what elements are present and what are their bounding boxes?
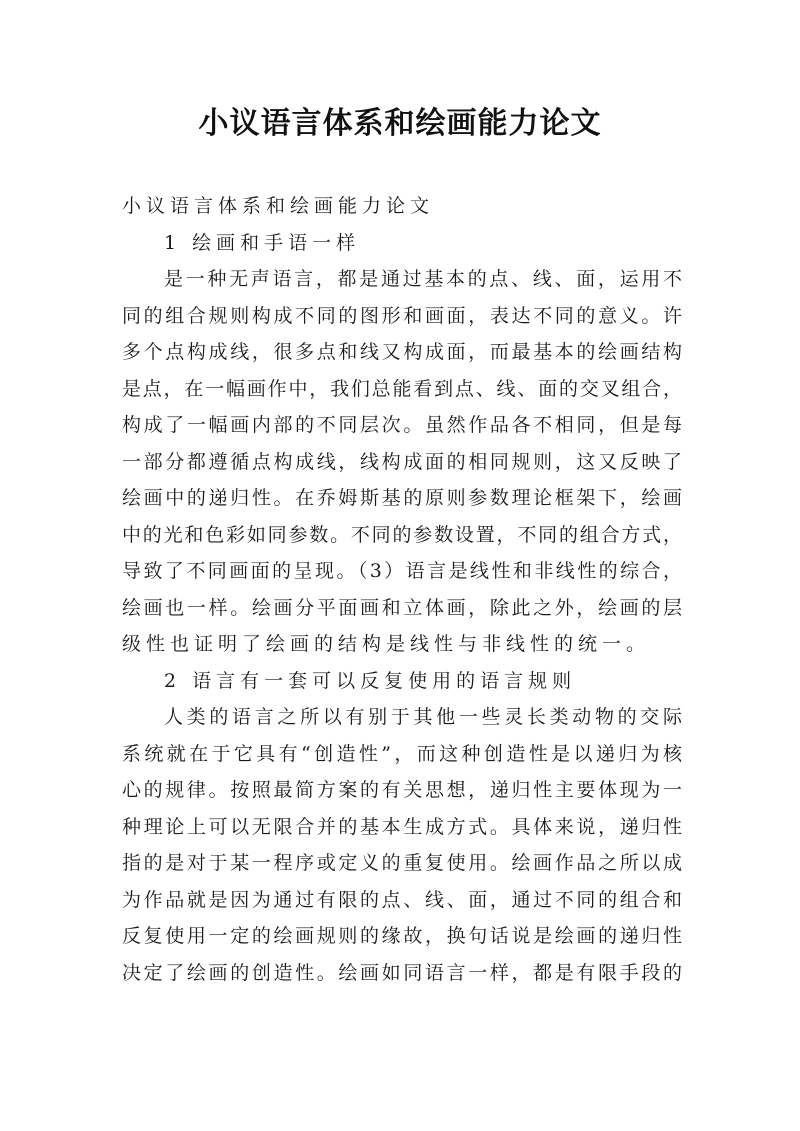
text-line: 多个点构成线，很多点和线又构成面，而最基本的绘画结构	[122, 341, 682, 363]
text-line: 导致了不同画面的呈现。（3）语言是线性和非线性的综合，	[122, 560, 682, 582]
text-line: 级性也证明了绘画的结构是线性与非线性的统一。	[122, 633, 651, 655]
sections	[122, 225, 682, 992]
text-line: 种理论上可以无限合并的基本生成方式。具体来说，递归性	[122, 815, 682, 838]
document-body	[122, 188, 682, 991]
text-line: 同的组合规则构成不同的图形和画面，表达不同的意义。许	[122, 304, 682, 327]
section-heading: 1 绘画和手语一样	[164, 231, 361, 254]
text-line: 心的规律。按照最简方案的有关思想，递归性主要体现为一	[122, 779, 682, 801]
text-line: 绘画中的递归性。在乔姆斯基的原则参数理论框架下，绘画	[122, 487, 682, 509]
text-line: 一部分都遵循点构成线，线构成面的相同规则，这又反映了	[122, 450, 682, 473]
text-line: 中的光和色彩如同参数。不同的参数设置，不同的组合方式，	[122, 523, 682, 546]
section-heading: 2 语言有一套可以反复使用的语言规则	[164, 669, 577, 692]
text-line: 是点，在一幅画作中，我们总能看到点、线、面的交叉组合，	[122, 377, 682, 400]
text-line: 为作品就是因为通过有限的点、线、面，通过不同的组合和	[122, 888, 682, 911]
text-line: 指的是对于某一程序或定义的重复使用。绘画作品之所以成	[122, 852, 682, 874]
text-line: 绘画也一样。绘画分平面画和立体画，除此之外，绘画的层	[122, 596, 682, 619]
paragraph	[122, 699, 682, 991]
document-title: 小议语言体系和绘画能力论文	[198, 106, 602, 141]
text-line: 反复使用一定的绘画规则的缘故，换句话说是绘画的递归性	[122, 925, 682, 947]
text-line: 决定了绘画的创造性。绘画如同语言一样，都是有限手段的	[122, 961, 682, 984]
subtitle: 小议语言体系和绘画能力论文	[122, 195, 435, 217]
text-line: 系统就在于它具有“创造性”，而这种创造性是以递归为核	[122, 742, 682, 765]
text-line: 构成了一幅画内部的不同层次。虽然作品各不相同，但是每	[122, 414, 682, 436]
text-line: 人类的语言之所以有别于其他一些灵长类动物的交际	[164, 706, 682, 728]
text-line: 是一种无声语言，都是通过基本的点、线、面，运用不	[164, 268, 682, 290]
paragraph	[122, 261, 682, 663]
